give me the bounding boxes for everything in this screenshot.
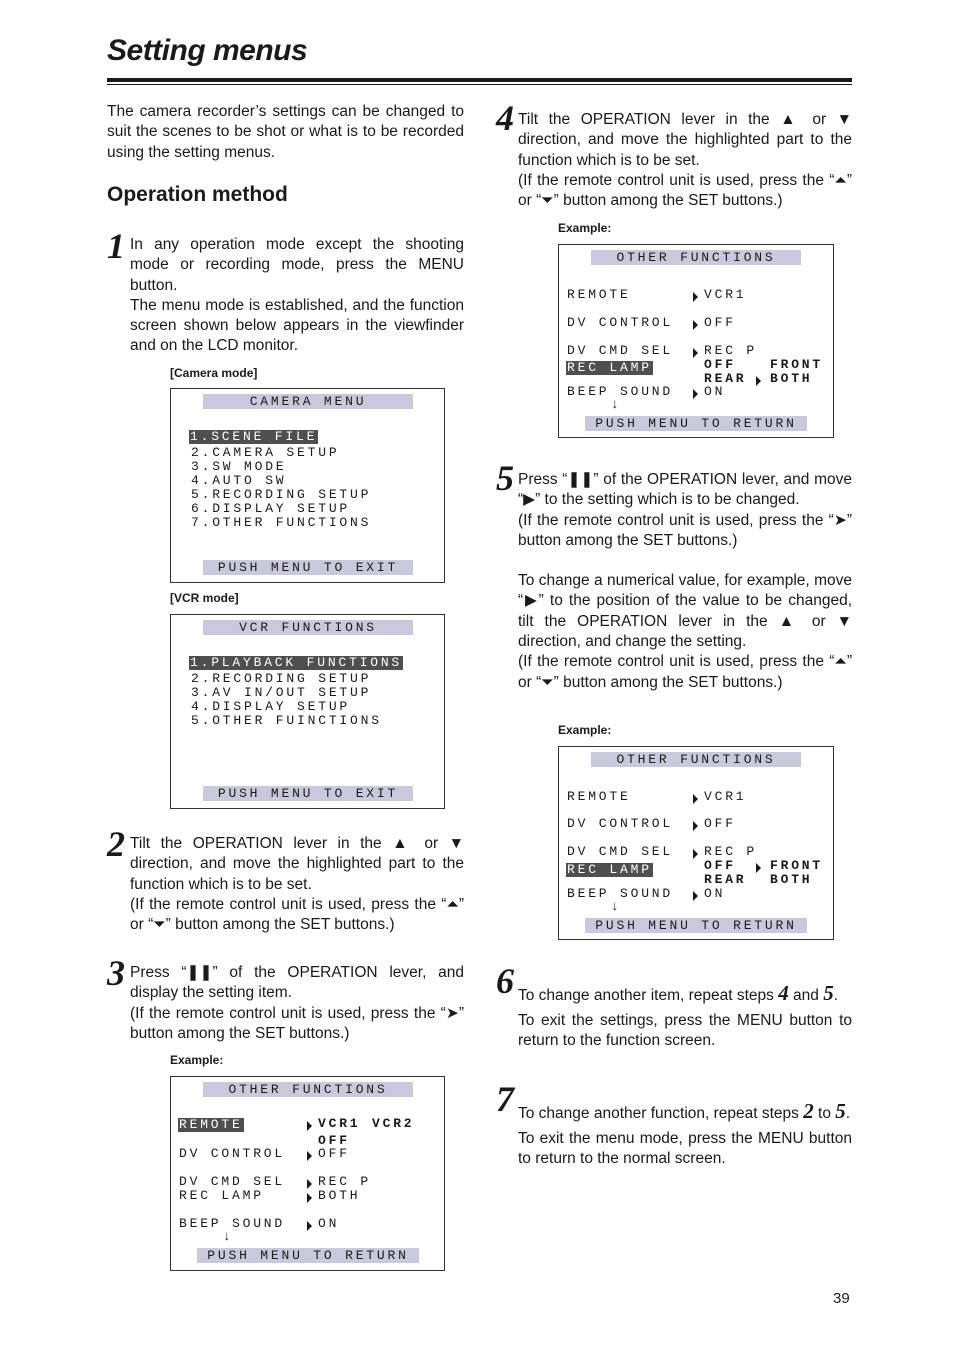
value-both[interactable]: BOTH [770, 872, 813, 887]
step-5-text [518, 470, 852, 693]
value-vcr2[interactable]: VCR2 [372, 1116, 415, 1131]
selector-arrow-icon [307, 1121, 312, 1131]
camera-menu-header: CAMERA MENU [203, 394, 413, 409]
other-functions-footer: PUSH MENU TO RETURN [585, 416, 807, 431]
step-ref: 5 [823, 981, 834, 1005]
value-off-bold[interactable]: OFF [704, 357, 736, 372]
other-functions-header: OTHER FUNCTIONS [203, 1082, 413, 1097]
selector-arrow-icon [693, 821, 698, 831]
beep-sound-item[interactable]: BEEP SOUND [567, 886, 674, 901]
step-ref: 5 [835, 1099, 846, 1123]
step-5-line3: To change a numerical value, for example, move “▶” to the position of the value to be changed, tilt the OPERATION lever in the ▲ or ▼ direction, and change the setting. [518, 572, 852, 651]
vcr-mode-label: [VCR mode] [170, 591, 239, 605]
title-rule [107, 78, 852, 82]
step-1-line2: The menu mode is established, and the function screen shown below appears in the viewfinder and on the LCD monitor. [130, 296, 464, 355]
step-3-line2: (If the remote control unit is used, press the “➤” button among the SET buttons.) [130, 1004, 464, 1042]
step-6-text [518, 975, 852, 1052]
step-2-line: Tilt the OPERATION lever in the ▲ or ▼ direction, and move the highlighted part to the function which is to be set. [130, 835, 464, 893]
step-5-line2: (If the remote control unit is used, press the “➤” button among the SET buttons.) [518, 511, 852, 549]
vcr-menu-item[interactable]: 3.AV IN/OUT SETUP [191, 685, 372, 700]
other-functions-header: OTHER FUNCTIONS [591, 250, 801, 265]
page-number: 39 [833, 1290, 850, 1307]
example-label: Example: [558, 221, 612, 235]
selector-arrow-icon [756, 376, 761, 386]
vcr-menu-footer: PUSH MENU TO EXIT [203, 786, 413, 801]
camera-menu-item[interactable]: 2.CAMERA SETUP [191, 445, 340, 460]
dv-control-item[interactable]: DV CONTROL [567, 315, 674, 330]
dv-control-item[interactable]: DV CONTROL [179, 1146, 286, 1161]
camera-menu-item-highlighted[interactable]: 1.SCENE FILE [190, 429, 318, 444]
step-6-text-a: To change another item, repeat steps [518, 987, 774, 1004]
step-number-4: 4 [496, 98, 514, 138]
step-7-line [518, 1093, 852, 1129]
step-7-to: to [818, 1105, 831, 1122]
selector-arrow-icon [307, 1179, 312, 1189]
value-rec-p: REC P [318, 1174, 372, 1189]
other-functions-screen-b [558, 244, 834, 438]
page-title: Setting menus [107, 34, 308, 67]
rec-lamp-item-highlighted[interactable]: REC LAMP [567, 360, 652, 375]
selector-arrow-icon [693, 849, 698, 859]
step-ref: 4 [778, 981, 789, 1005]
vcr-menu-header: VCR FUNCTIONS [203, 620, 413, 635]
vcr-menu-screen [170, 614, 445, 809]
value-rear[interactable]: REAR [704, 872, 747, 887]
camera-menu-screen [170, 388, 445, 583]
step-3-line: Press “❚❚” of the OPERATION lever, and display the setting item. [130, 964, 464, 1002]
step-4-line2: (If the remote control unit is used, press the “⏶” or “⏷” button among the SET buttons.) [518, 171, 852, 210]
vcr-menu-item[interactable]: 5.OTHER FUINCTIONS [191, 713, 382, 728]
step-7-text [518, 1093, 852, 1170]
step-3-text [130, 963, 464, 1044]
step-1-text [130, 235, 464, 357]
step-2-line2: (If the remote control unit is used, press the “⏶” or “⏷” button among the SET buttons.) [130, 895, 464, 934]
remote-item-highlighted[interactable]: REMOTE [179, 1117, 243, 1132]
scroll-down-arrow-icon: ↓ [223, 1229, 234, 1244]
value-on: ON [704, 886, 726, 901]
scroll-down-arrow-icon: ↓ [611, 899, 622, 914]
other-functions-footer: PUSH MENU TO RETURN [585, 918, 807, 933]
vcr-menu-item[interactable]: 4.DISPLAY SETUP [191, 699, 351, 714]
rec-lamp-item-highlighted[interactable]: REC LAMP [567, 862, 652, 877]
value-off: OFF [704, 816, 736, 831]
selector-arrow-icon [693, 348, 698, 358]
value-on: ON [318, 1216, 340, 1231]
step-number-2: 2 [107, 824, 125, 864]
value-both[interactable]: BOTH [770, 371, 813, 386]
other-functions-screen-c [558, 746, 834, 940]
step-number-7: 7 [496, 1079, 514, 1119]
selector-arrow-icon [693, 891, 698, 901]
intro-text: The camera recorder’s settings can be changed to suit the scenes to be shot or what is to be recorded using the setting menus. [107, 103, 464, 161]
value-rec-p: REC P [704, 343, 758, 358]
value-off: OFF [318, 1146, 350, 1161]
step-7-text-a: To change another function, repeat steps [518, 1105, 799, 1122]
camera-menu-item[interactable]: 3.SW MODE [191, 459, 287, 474]
title-rule-thin [107, 84, 852, 85]
step-6-text-b: . [833, 987, 839, 1004]
scroll-down-arrow-icon: ↓ [611, 397, 622, 412]
value-off-bold[interactable]: OFF [704, 858, 736, 873]
rec-lamp-item[interactable]: REC LAMP [179, 1188, 264, 1203]
camera-menu-item[interactable]: 7.OTHER FUNCTIONS [191, 515, 372, 530]
camera-menu-footer: PUSH MENU TO EXIT [203, 560, 413, 575]
step-6-line [518, 975, 852, 1011]
value-front[interactable]: FRONT [770, 357, 824, 372]
value-on: ON [704, 384, 726, 399]
step-ref: 2 [803, 1099, 814, 1123]
step-number-5: 5 [496, 458, 514, 498]
value-vcr1: VCR1 [704, 789, 747, 804]
other-functions-screen-a [170, 1076, 445, 1271]
dv-cmd-sel-item[interactable]: DV CMD SEL [567, 844, 674, 859]
value-rec-p: REC P [704, 844, 758, 859]
step-2-text [130, 834, 464, 935]
section-heading: Operation method [107, 183, 288, 206]
camera-mode-label: [Camera mode] [170, 366, 258, 380]
step-number-3: 3 [107, 953, 125, 993]
step-4-line: Tilt the OPERATION lever in the ▲ or ▼ direction, and move the highlighted part to the function which is to be set. [518, 111, 852, 169]
value-vcr1[interactable]: VCR1 [318, 1116, 361, 1131]
remote-item[interactable]: REMOTE [567, 789, 631, 804]
beep-sound-item[interactable]: BEEP SOUND [179, 1216, 286, 1231]
selector-arrow-icon [307, 1221, 312, 1231]
selector-arrow-icon [693, 794, 698, 804]
step-number-6: 6 [496, 961, 514, 1001]
beep-sound-item[interactable]: BEEP SOUND [567, 384, 674, 399]
step-number-1: 1 [107, 226, 125, 266]
step-1-line: In any operation mode except the shooting mode or recording mode, press the MENU button. [130, 236, 464, 294]
step-4-text [518, 110, 852, 211]
vcr-menu-item-highlighted[interactable]: 1.PLAYBACK FUNCTIONS [190, 655, 403, 670]
step-6-and: and [793, 987, 819, 1004]
step-6-line2: To exit the settings, press the MENU button to return to the function screen. [518, 1012, 852, 1050]
value-rear[interactable]: REAR [704, 371, 747, 386]
step-7-text-b: . [845, 1105, 851, 1122]
dv-cmd-sel-item[interactable]: DV CMD SEL [179, 1174, 286, 1189]
dv-cmd-sel-item[interactable]: DV CMD SEL [567, 343, 674, 358]
value-front[interactable]: FRONT [770, 858, 824, 873]
selector-arrow-icon [756, 863, 761, 873]
dv-control-item[interactable]: DV CONTROL [567, 816, 674, 831]
value-both: BOTH [318, 1188, 361, 1203]
step-5-line4: (If the remote control unit is used, press the “⏶” or “⏷” button among the SET buttons.) [518, 653, 852, 691]
camera-menu-item[interactable]: 6.DISPLAY SETUP [191, 501, 351, 516]
other-functions-header: OTHER FUNCTIONS [591, 752, 801, 767]
value-off-bold[interactable]: OFF [318, 1133, 350, 1148]
step-7-line2: To exit the menu mode, press the MENU button to return to the normal screen. [518, 1130, 852, 1168]
camera-menu-item[interactable]: 5.RECORDING SETUP [191, 487, 372, 502]
value-vcr1: VCR1 [704, 287, 747, 302]
example-label: Example: [558, 723, 612, 737]
value-off: OFF [704, 315, 736, 330]
example-label: Example: [170, 1053, 224, 1067]
step-5-line: Press “❚❚” of the OPERATION lever, and move “▶” to the setting which is to be changed. [518, 471, 852, 509]
other-functions-footer: PUSH MENU TO RETURN [197, 1248, 419, 1263]
vcr-menu-item[interactable]: 2.RECORDING SETUP [191, 671, 372, 686]
selector-arrow-icon [693, 320, 698, 330]
selector-arrow-icon [307, 1151, 312, 1161]
remote-item[interactable]: REMOTE [567, 287, 631, 302]
camera-menu-item[interactable]: 4.AUTO SW [191, 473, 287, 488]
selector-arrow-icon [693, 292, 698, 302]
selector-arrow-icon [693, 389, 698, 399]
selector-arrow-icon [307, 1193, 312, 1203]
